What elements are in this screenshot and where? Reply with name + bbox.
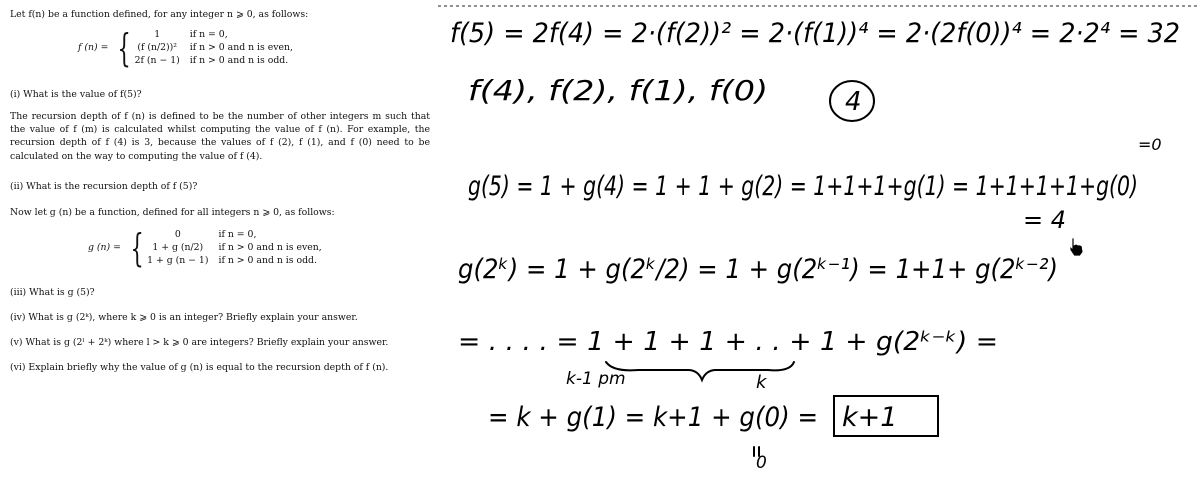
case-expr: 2f (n − 1) xyxy=(134,55,180,67)
case-expr: (f (n/2))² xyxy=(137,42,177,54)
hw-k-1-note: k-1 pm xyxy=(566,369,626,389)
f-definition-cases xyxy=(135,28,293,68)
case-cond: if n > 0 and n is odd. xyxy=(218,255,317,267)
hw-line-f5: f(5) = 2f(4) = 2·(f(2))² = 2·(f(1))⁴ = 2·(2f(0))⁴ = 2·2⁴ = 32 xyxy=(450,18,1180,49)
hw-line-f-calls: f(4), f(2), f(1), f(0) xyxy=(468,74,768,107)
hw-zero-note: =0 xyxy=(1138,135,1162,154)
case-expr: 1 xyxy=(154,29,161,40)
hw-line-final: = k + g(1) = k+1 + g(0) = xyxy=(488,402,818,433)
g-definition-lhs: g (n) = xyxy=(88,242,121,254)
hw-line-g5: g(5) = 1 + g(4) = 1 + 1 + g(2) = 1+1+1+g(1) = 1+1+1+1+g(0) xyxy=(468,171,1138,202)
brace-icon: { xyxy=(130,225,144,270)
handwritten-solution xyxy=(438,0,1197,491)
handwriting-canvas xyxy=(438,0,1197,491)
recursion-depth-paragraph: The recursion depth of f (n) is defined to be the number of other integers m such that the value of f (m) is calculated whilst computing the value of f (n). For example, the recursion depth of f (4) is 3, because the values of f (2), f (1), and f (0) need to be calculated on the way to computing the value of f (4). xyxy=(10,111,430,162)
case-expr: 1 + g (n − 1) xyxy=(147,255,209,267)
g-definition xyxy=(88,225,322,270)
hw-g0-zero: 0 xyxy=(756,453,767,473)
problem-sheet xyxy=(0,0,438,491)
case-cond: if n = 0, xyxy=(218,229,257,240)
case-cond: if n > 0 and n is even, xyxy=(218,242,322,254)
hw-line-sum: = . . . . = 1 + 1 + 1 + . . + 1 + g(2ᵏ⁻ᵏ) = xyxy=(458,327,998,357)
hw-line-g2k: g(2ᵏ) = 1 + g(2ᵏ/2) = 1 + g(2ᵏ⁻¹) = 1+1+ g(2ᵏ⁻²) xyxy=(458,254,1058,285)
case-cond: if n > 0 and n is odd. xyxy=(189,55,289,67)
hw-g5-result: = 4 xyxy=(1023,206,1067,234)
case-expr: 1 + g (n/2) xyxy=(152,242,204,254)
question-3: (iii) What is g (5)? xyxy=(10,287,95,298)
case-cond: if n > 0 and n is even, xyxy=(189,42,293,54)
ink-text xyxy=(450,18,1180,473)
g-definition-cases xyxy=(147,228,322,268)
question-2: (ii) What is the recursion depth of f (5)? xyxy=(10,181,198,192)
hand-cursor-icon xyxy=(1070,238,1083,256)
hw-circled-answer: 4 xyxy=(845,87,862,117)
g-intro-text: Now let g (n) be a function, defined for all integers n ⩾ 0, as follows: xyxy=(10,207,335,218)
hw-boxed-answer: k+1 xyxy=(842,402,898,433)
case-expr: 0 xyxy=(174,229,181,240)
f-definition xyxy=(78,25,293,70)
brace-icon: { xyxy=(117,25,132,70)
intro-text: Let f(n) be a function defined, for any integer n ⩾ 0, as follows: xyxy=(10,9,309,20)
question-5: (v) What is g (2ˡ + 2ᵏ) where l > k ⩾ 0 are integers? Briefly explain your answer. xyxy=(10,337,389,348)
question-6: (vi) Explain briefly why the value of g (n) is equal to the recursion depth of f (n). xyxy=(10,362,389,373)
question-4: (iv) What is g (2ᵏ), where k ⩾ 0 is an integer? Briefly explain your answer. xyxy=(10,312,358,323)
hw-brace-k: k xyxy=(756,372,767,393)
f-definition-lhs: f (n) = xyxy=(78,42,109,54)
case-cond: if n = 0, xyxy=(189,29,228,40)
question-1: (i) What is the value of f(5)? xyxy=(10,89,142,100)
